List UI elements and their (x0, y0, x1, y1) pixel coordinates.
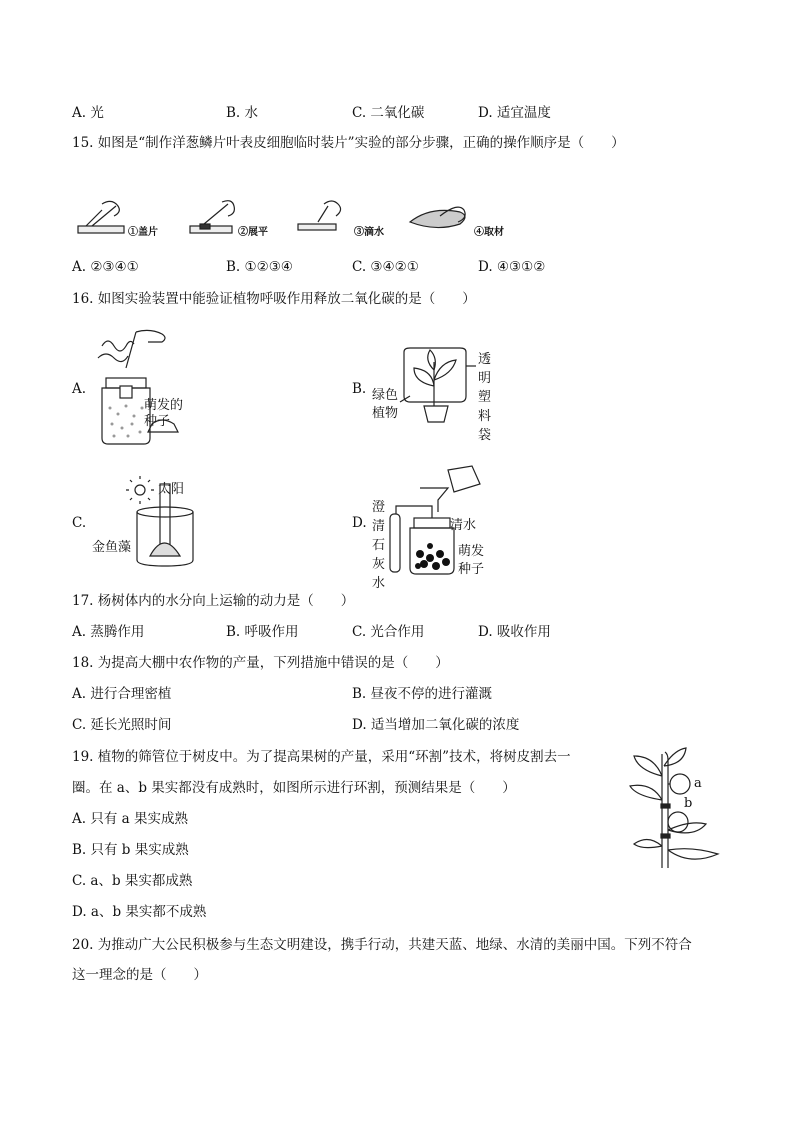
q18-option-a: A. 进行合理密植 (72, 686, 172, 702)
q16-fig-d-letter: D. (352, 515, 367, 531)
q16-fig-d-vchar-5: 水 (372, 576, 386, 591)
q19-fruit-a-label: a (694, 776, 702, 791)
q16-fig-d-label-2: 种子 (458, 562, 485, 577)
q18-option-d: D. 适当增加二氧化碳的浓度 (352, 717, 520, 733)
q16-fig-a-letter: A. (72, 381, 87, 397)
q19-stem-line-2: 圈。在 a、b 果实都没有成熟时，如图所示进行环割，预测结果是（ ） (72, 780, 516, 796)
q16-fig-b-label-1: 绿色 (372, 388, 399, 403)
q19-option-b: B. 只有 b 果实成熟 (72, 842, 189, 858)
q15-option-c: C. ③④②① (352, 259, 419, 275)
q15-option-a: A. ②③④① (72, 259, 139, 275)
q16-fig-d-label-1: 萌发 (458, 544, 485, 559)
q15-step-3-label: ③滴水 (354, 227, 384, 238)
q15-step-2-label: ②展平 (238, 227, 268, 238)
q15-step-1-label: ①盖片 (128, 227, 158, 238)
q16-fig-a-label-2: 种子 (144, 414, 171, 429)
q17-option-c: C. 光合作用 (352, 624, 425, 640)
q15-option-d: D. ④③①② (478, 259, 546, 275)
q14-option-a: A. 光 (72, 105, 104, 121)
q19-girdling-figure (630, 746, 730, 870)
q16-fig-d-vchar-1: 澄 (372, 500, 386, 515)
q19-option-a: A. 只有 a 果实成熟 (72, 811, 188, 827)
q15-option-b: B. ①②③④ (226, 259, 293, 275)
q16-fig-b-vchar-1: 透 (478, 352, 492, 367)
q14-option-c: C. 二氧化碳 (352, 105, 425, 121)
q16-fig-b-letter: B. (352, 381, 367, 397)
q19-stem-line-1: 19. 植物的筛管位于树皮中。为了提高果树的产量，采用“环割”技术，将树皮割去一 (72, 749, 571, 765)
q16-fig-b-vchar-2: 明 (478, 371, 492, 386)
q16-fig-c-sun-label: 太阳 (158, 482, 185, 497)
q16-fig-b (370, 346, 500, 443)
q16-fig-b-vchar-4: 料 (478, 409, 492, 424)
fruit-branch-illustration (630, 746, 730, 870)
q16-fig-d-vchar-3: 石 (372, 538, 386, 553)
q17-option-a: A. 蒸腾作用 (72, 624, 145, 640)
q14-option-b: B. 水 (226, 105, 259, 121)
q16-fig-a-label-1: 萌发的 (144, 398, 184, 413)
q16-fig-c (90, 476, 210, 576)
q16-fig-b-label-2: 植物 (372, 406, 399, 421)
q16-fig-d (370, 466, 500, 591)
q19-fruit-b-label: b (684, 796, 693, 811)
q19-option-c: C. a、b 果实都成熟 (72, 873, 193, 889)
q16-fig-c-letter: C. (72, 515, 87, 531)
seed-jar-candle-illustration (92, 328, 202, 448)
q19-option-d: D. a、b 果实都不成熟 (72, 904, 207, 920)
q17-option-d: D. 吸收作用 (478, 624, 551, 640)
q18-option-b: B. 昼夜不停的进行灌溉 (352, 686, 493, 702)
q16-fig-d-vchar-4: 灰 (372, 557, 386, 572)
q15-stem: 15. 如图是“制作洋葱鳞片叶表皮细胞临时装片”实验的部分步骤，正确的操作顺序是（ ） (72, 135, 625, 151)
aquatic-plant-tube-illustration (90, 476, 210, 576)
q20-stem-line-2: 这一理念的是（ ） (72, 967, 207, 983)
q16-stem: 16. 如图实验装置中能验证植物呼吸作用释放二氧化碳的是（ ） (72, 291, 476, 307)
q15-step-4-label: ④取材 (474, 227, 504, 238)
q16-fig-c-label: 金鱼藻 (92, 540, 132, 555)
slide-steps-illustration (72, 196, 522, 246)
q16-fig-b-vertical-label (478, 348, 492, 443)
q18-stem: 18. 为提高大棚中农作物的产量，下列措施中错误的是（ ） (72, 655, 449, 671)
q16-fig-a (92, 328, 202, 448)
q20-stem-line-1: 20. 为推动广大公民积极参与生态文明建设，携手行动，共建天蓝、地绿、水清的美丽中国。下列不符合 (72, 937, 692, 953)
q14-option-d: D. 适宜温度 (478, 105, 551, 121)
q16-fig-b-vchar-3: 塑 (478, 390, 492, 405)
q16-fig-d-water-label: 清水 (450, 518, 477, 533)
q17-option-b: B. 呼吸作用 (226, 624, 299, 640)
q18-option-c: C. 延长光照时间 (72, 717, 172, 733)
q15-steps-figure (72, 196, 522, 246)
q16-fig-d-vchar-2: 清 (372, 519, 386, 534)
q16-fig-b-vchar-5: 袋 (478, 428, 492, 443)
q17-stem: 17. 杨树体内的水分向上运输的动力是（ ） (72, 593, 355, 609)
